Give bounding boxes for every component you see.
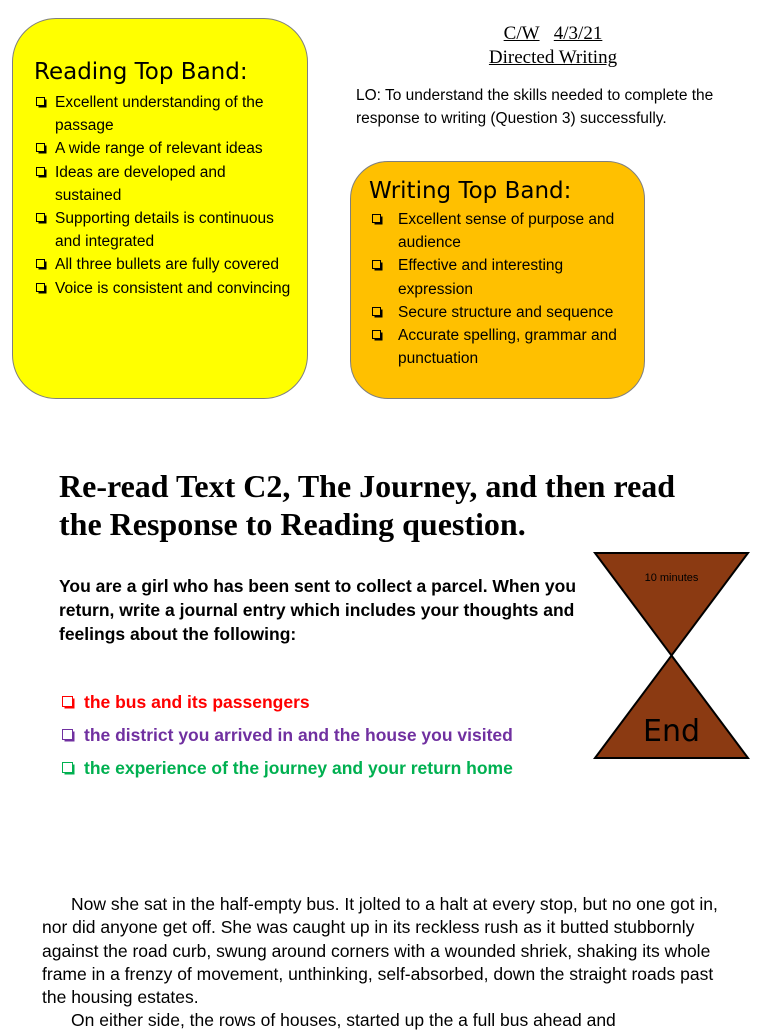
checkbox-icon (372, 307, 381, 316)
reading-band-item: Voice is consistent and convincing (35, 277, 295, 300)
reading-band-item: Ideas are developed and sustained (35, 161, 295, 207)
writing-band-title: Writing Top Band: (369, 178, 572, 204)
reread-instruction: Re-read Text C2, The Journey, and then read the Response to Reading question. (59, 468, 676, 542)
checkbox-icon (36, 143, 45, 152)
cw-label: C/W (503, 23, 540, 44)
timer-label: 10 minutes (644, 572, 699, 584)
checkbox-icon (372, 330, 381, 339)
checkbox-icon (62, 762, 73, 773)
lesson-header (440, 22, 666, 70)
writing-band-item: Excellent sense of purpose and audience (371, 208, 637, 254)
checkbox-icon (36, 167, 45, 176)
passage-paragraph: On either side, the rows of houses, started up the a full bus ahead and (71, 1010, 616, 1031)
writing-band-list (371, 208, 637, 370)
passage-text (42, 893, 742, 1033)
checkbox-icon (62, 729, 73, 740)
timer-end-label: End (642, 714, 700, 749)
reading-top-band-box (12, 18, 308, 399)
learning-objective: LO: To understand the skills needed to complete the response to writing (Question 3) successfully. (356, 87, 714, 127)
task-bullets (61, 686, 513, 785)
writing-band-item: Effective and interesting expression (371, 254, 637, 300)
checkbox-icon (36, 213, 45, 222)
reading-band-item: Excellent understanding of the passage (35, 91, 295, 137)
writing-band-item: Secure structure and sequence (371, 301, 637, 324)
checkbox-icon (36, 97, 45, 106)
reading-band-item: All three bullets are fully covered (35, 253, 295, 276)
task-bullet-district: the district you arrived in and the house you visited (61, 719, 513, 752)
checkbox-icon (36, 283, 45, 292)
lesson-date: 4/3/21 (553, 23, 603, 44)
task-prompt: You are a girl who has been sent to collect a parcel. When you return, write a journal entry which includes your thoughts and feelings about the following: (59, 576, 577, 644)
task-bullet-journey: the experience of the journey and your return home (61, 752, 513, 785)
lesson-title: Directed Writing (488, 47, 618, 68)
task-bullet-bus: the bus and its passengers (61, 686, 513, 719)
reading-band-item: A wide range of relevant ideas (35, 137, 295, 160)
passage-paragraph: Now she sat in the half-empty bus. It jolted to a halt at every stop, but no one got in, nor did anyone get off. She was caught up in its reckless rush as it butted stubbornly against the road curb, swung around corners with a wounded shriek, shaking its whole frame in a frenzy of movement, unthinking, self-absorbed, down the straight roads past the housing estates. (42, 894, 718, 1008)
writing-top-band-box (350, 161, 645, 399)
checkbox-icon (372, 214, 381, 223)
reading-band-item: Supporting details is continuous and integrated (35, 207, 295, 253)
hourglass-top (595, 553, 748, 656)
checkbox-icon (62, 696, 73, 707)
checkbox-icon (372, 260, 381, 269)
reading-band-list (35, 91, 295, 300)
checkbox-icon (36, 259, 45, 268)
writing-band-item: Accurate spelling, grammar and punctuation (371, 324, 637, 370)
reading-band-title: Reading Top Band: (34, 59, 248, 85)
